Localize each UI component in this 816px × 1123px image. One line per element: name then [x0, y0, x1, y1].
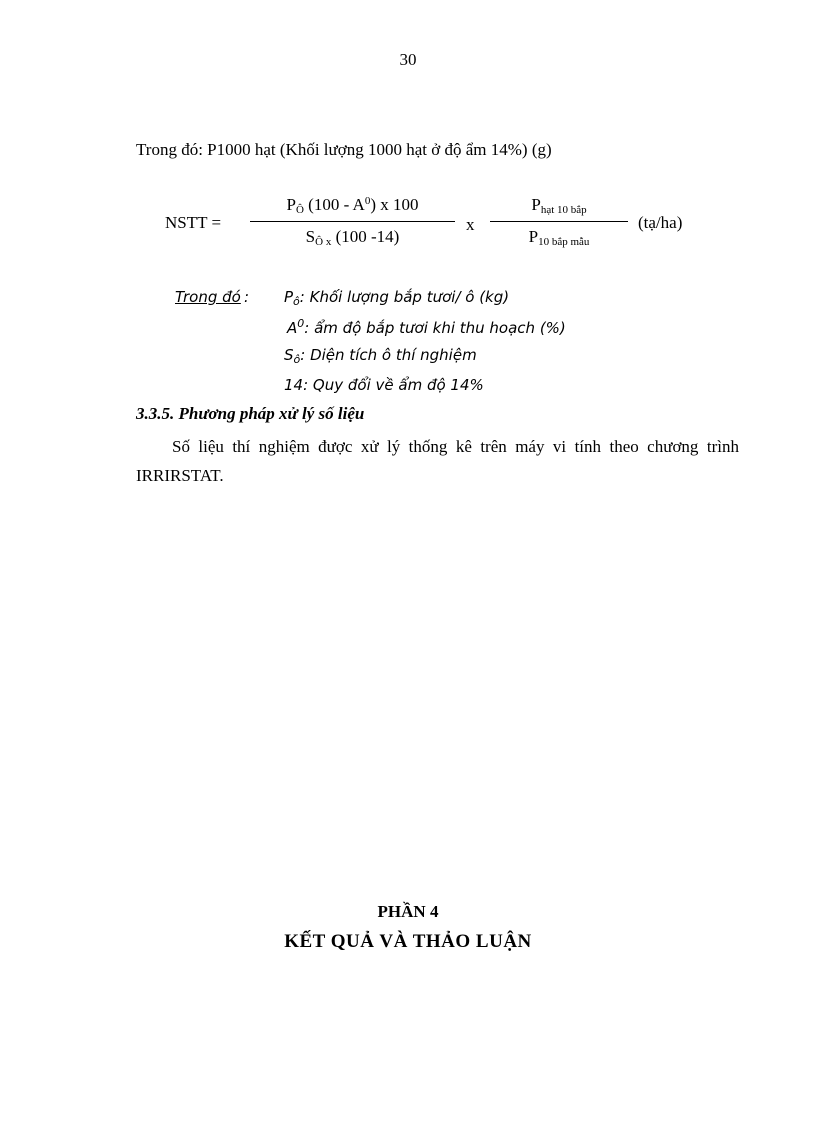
- formula-fraction-1: [250, 195, 455, 255]
- yield-formula: [0, 195, 816, 265]
- formula-unit: (tạ/ha): [638, 213, 683, 232]
- formula-lhs: NSTT =: [165, 213, 222, 232]
- multiply-sign: x: [466, 215, 475, 234]
- part-title: PHẦN 4: [377, 902, 439, 921]
- fraction-1-numerator: $P_Ô$ $(100 - A^0)$ x 100: [286, 195, 419, 216]
- body-paragraph: Số liệu thí nghiệm được xử lý thống kê trên máy vi tính theo chương trình IRRIRSTAT.: [136, 437, 739, 485]
- fraction-2-numerator: $P_{hạt 10 bắp}$: [531, 195, 587, 216]
- intro-line: Trong đó: P1000 hạt (Khối lượng 1000 hạt ở độ ẩm 14%) (g): [136, 140, 552, 159]
- section-heading: 3.3.5. Phương pháp xử lý số liệu: [136, 404, 365, 423]
- legend-item-p: $P_ô$: Khối lượng bắp tươi/ ô (kg): [284, 288, 510, 308]
- legend-label-colon: :: [244, 288, 250, 306]
- formula-fraction-2: [490, 195, 628, 255]
- legend-label: Trong đó: [175, 288, 241, 306]
- page-number: 30: [399, 50, 417, 69]
- fraction-2-denominator: $P_{10 bắp mẫu}$: [528, 227, 590, 248]
- fraction-1-bar: [250, 221, 455, 222]
- fraction-1-denominator: $S_{Ô x}$ (100 -14): [305, 227, 400, 248]
- fraction-2-bar: [490, 221, 628, 222]
- part-subtitle: KẾT QUẢ VÀ THẢO LUẬN: [284, 931, 532, 952]
- legend-item-14: 14: Quy đổi về ẩm độ 14%: [284, 376, 484, 394]
- legend-item-s: $S_ô$: Diện tích ô thí nghiệm: [284, 346, 477, 366]
- legend-item-a: $A^0$: ẩm độ bắp tươi khi thu hoạch (%): [287, 317, 566, 337]
